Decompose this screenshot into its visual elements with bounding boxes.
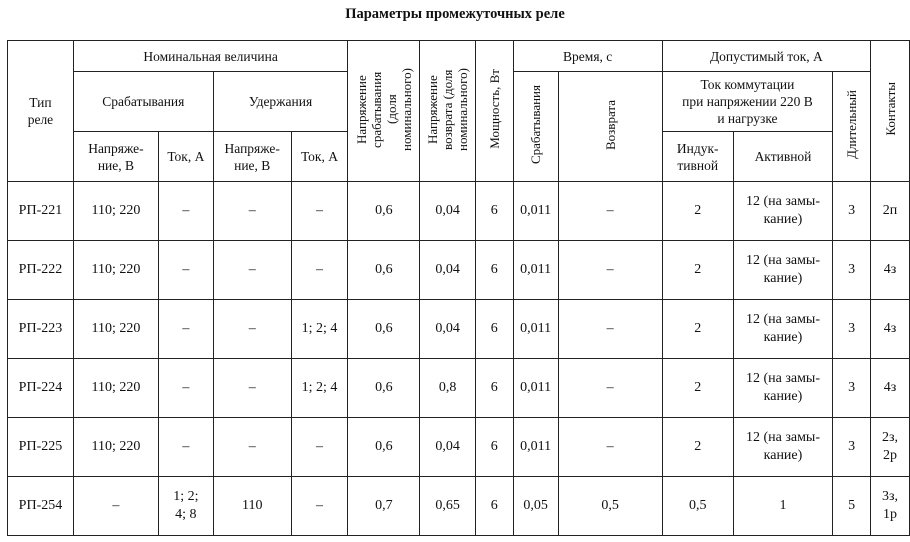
cell-power: 6 [475, 241, 513, 300]
header-continuous: Длительный [833, 72, 871, 182]
cell-continuous: 3 [833, 241, 871, 300]
cell-hold-a: 1; 2; 4 [291, 300, 348, 359]
cell-return-share: 0,04 [420, 241, 475, 300]
cell-inductive: 2 [662, 418, 733, 477]
cell-inductive: 0,5 [662, 477, 733, 536]
cell-return-share: 0,04 [420, 300, 475, 359]
cell-time-return: – [558, 359, 662, 418]
header-inductive: Индук- тивной [662, 132, 733, 182]
cell-active: 12 (на замы- кание) [733, 241, 832, 300]
header-pickup-voltage-v: Напряже- ние, В [73, 132, 158, 182]
cell-contacts: 2п [871, 182, 910, 241]
table-row [8, 359, 910, 418]
cell-time-pickup: 0,011 [513, 300, 558, 359]
cell-time-pickup: 0,011 [513, 418, 558, 477]
cell-continuous: 3 [833, 359, 871, 418]
header-holding: Удержания [213, 72, 348, 132]
cell-contacts: 2з, 2р [871, 418, 910, 477]
cell-inductive: 2 [662, 300, 733, 359]
cell-pickup-v: – [73, 477, 158, 536]
cell-hold-a: – [291, 477, 348, 536]
cell-pickup-v: 110; 220 [73, 182, 158, 241]
cell-pickup-a: – [158, 359, 213, 418]
cell-hold-v: – [213, 182, 291, 241]
cell-return-share: 0,8 [420, 359, 475, 418]
cell-power: 6 [475, 182, 513, 241]
header-pickup: Срабатывания [73, 72, 213, 132]
header-time: Время, с [513, 41, 662, 72]
cell-time-return: – [558, 300, 662, 359]
cell-power: 6 [475, 359, 513, 418]
cell-pickup-v: 110; 220 [73, 241, 158, 300]
cell-active: 1 [733, 477, 832, 536]
cell-contacts: 4з [871, 300, 910, 359]
header-active: Активной [733, 132, 832, 182]
cell-active: 12 (на замы- кание) [733, 359, 832, 418]
cell-pickup-share: 0,7 [348, 477, 420, 536]
cell-inductive: 2 [662, 182, 733, 241]
header-nominal: Номинальная величина [73, 41, 347, 72]
cell-contacts: 3з, 1р [871, 477, 910, 536]
header-pickup-voltage: Напряжение срабатывания (доля номинального) [348, 41, 420, 182]
cell-hold-v: – [213, 418, 291, 477]
header-allowed-current: Допустимый ток, А [662, 41, 870, 72]
cell-return-share: 0,04 [420, 418, 475, 477]
cell-inductive: 2 [662, 241, 733, 300]
header-contacts: Контакты [871, 41, 910, 182]
header-return-voltage: Напряжение возврата (доля номинального) [420, 41, 475, 182]
cell-pickup-share: 0,6 [348, 359, 420, 418]
cell-inductive: 2 [662, 359, 733, 418]
cell-pickup-share: 0,6 [348, 241, 420, 300]
cell-hold-a: – [291, 418, 348, 477]
cell-active: 12 (на замы- кание) [733, 182, 832, 241]
header-hold-voltage-v: Напряже- ние, В [213, 132, 291, 182]
cell-hold-v: 110 [213, 477, 291, 536]
cell-return-share: 0,04 [420, 182, 475, 241]
cell-continuous: 3 [833, 182, 871, 241]
cell-pickup-v: 110; 220 [73, 359, 158, 418]
cell-type: РП-225 [8, 418, 74, 477]
cell-return-share: 0,65 [420, 477, 475, 536]
cell-continuous: 5 [833, 477, 871, 536]
cell-hold-a: 1; 2; 4 [291, 359, 348, 418]
cell-active: 12 (на замы- кание) [733, 418, 832, 477]
cell-type: РП-222 [8, 241, 74, 300]
cell-type: РП-223 [8, 300, 74, 359]
cell-hold-a: – [291, 241, 348, 300]
header-relay-type: Тип реле [8, 41, 74, 182]
cell-pickup-a: – [158, 300, 213, 359]
cell-power: 6 [475, 300, 513, 359]
header-power: Мощность, Вт [475, 41, 513, 182]
cell-hold-a: – [291, 182, 348, 241]
cell-pickup-share: 0,6 [348, 182, 420, 241]
cell-contacts: 4з [871, 359, 910, 418]
table-row [8, 300, 910, 359]
cell-pickup-a: – [158, 182, 213, 241]
cell-contacts: 4з [871, 241, 910, 300]
cell-continuous: 3 [833, 300, 871, 359]
table-row [8, 418, 910, 477]
header-hold-current-a: Ток, А [291, 132, 348, 182]
cell-time-return: – [558, 241, 662, 300]
cell-continuous: 3 [833, 418, 871, 477]
cell-pickup-v: 110; 220 [73, 300, 158, 359]
cell-pickup-a: – [158, 418, 213, 477]
cell-pickup-share: 0,6 [348, 418, 420, 477]
cell-power: 6 [475, 477, 513, 536]
cell-hold-v: – [213, 241, 291, 300]
cell-type: РП-224 [8, 359, 74, 418]
cell-active: 12 (на замы- кание) [733, 300, 832, 359]
cell-time-return: – [558, 182, 662, 241]
cell-time-pickup: 0,011 [513, 182, 558, 241]
cell-pickup-v: 110; 220 [73, 418, 158, 477]
cell-time-return: 0,5 [558, 477, 662, 536]
header-time-pickup: Срабатывания [513, 72, 558, 182]
table-title: Параметры промежуточных реле [345, 6, 565, 22]
cell-type: РП-221 [8, 182, 74, 241]
relay-parameters-table [7, 40, 910, 536]
cell-time-pickup: 0,011 [513, 241, 558, 300]
cell-time-return: – [558, 418, 662, 477]
cell-time-pickup: 0,011 [513, 359, 558, 418]
table-row [8, 182, 910, 241]
header-pickup-current-a: Ток, А [158, 132, 213, 182]
cell-hold-v: – [213, 300, 291, 359]
table-row [8, 241, 910, 300]
cell-hold-v: – [213, 359, 291, 418]
table-row [8, 477, 910, 536]
cell-power: 6 [475, 418, 513, 477]
cell-pickup-share: 0,6 [348, 300, 420, 359]
header-time-return: Возврата [558, 72, 662, 182]
cell-pickup-a: 1; 2; 4; 8 [158, 477, 213, 536]
cell-time-pickup: 0,05 [513, 477, 558, 536]
cell-type: РП-254 [8, 477, 74, 536]
header-switching-current: Ток коммутации при напряжении 220 В и нагрузке [662, 72, 833, 132]
cell-pickup-a: – [158, 241, 213, 300]
